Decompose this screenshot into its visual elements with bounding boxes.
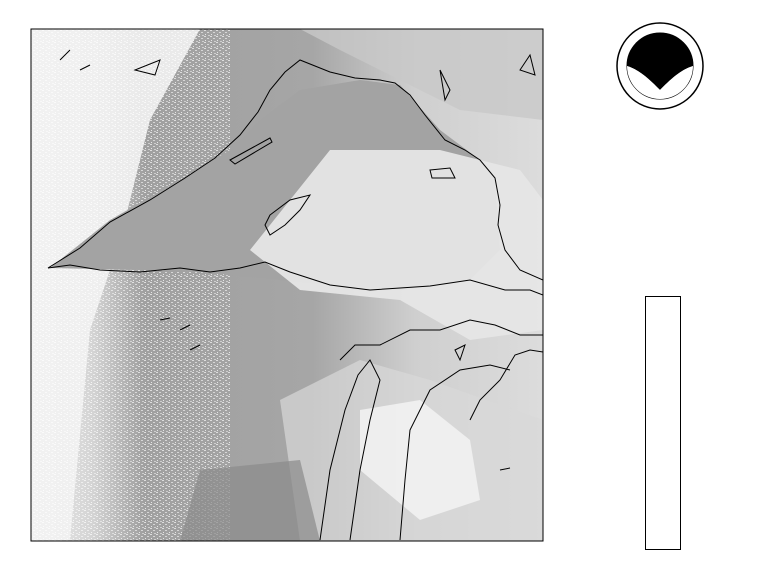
dark-land-south: [180, 460, 320, 541]
speckle-overlay: [31, 29, 231, 541]
colorbar: [645, 296, 681, 550]
image-panel: [31, 29, 543, 541]
date-time-line: [590, 162, 600, 173]
